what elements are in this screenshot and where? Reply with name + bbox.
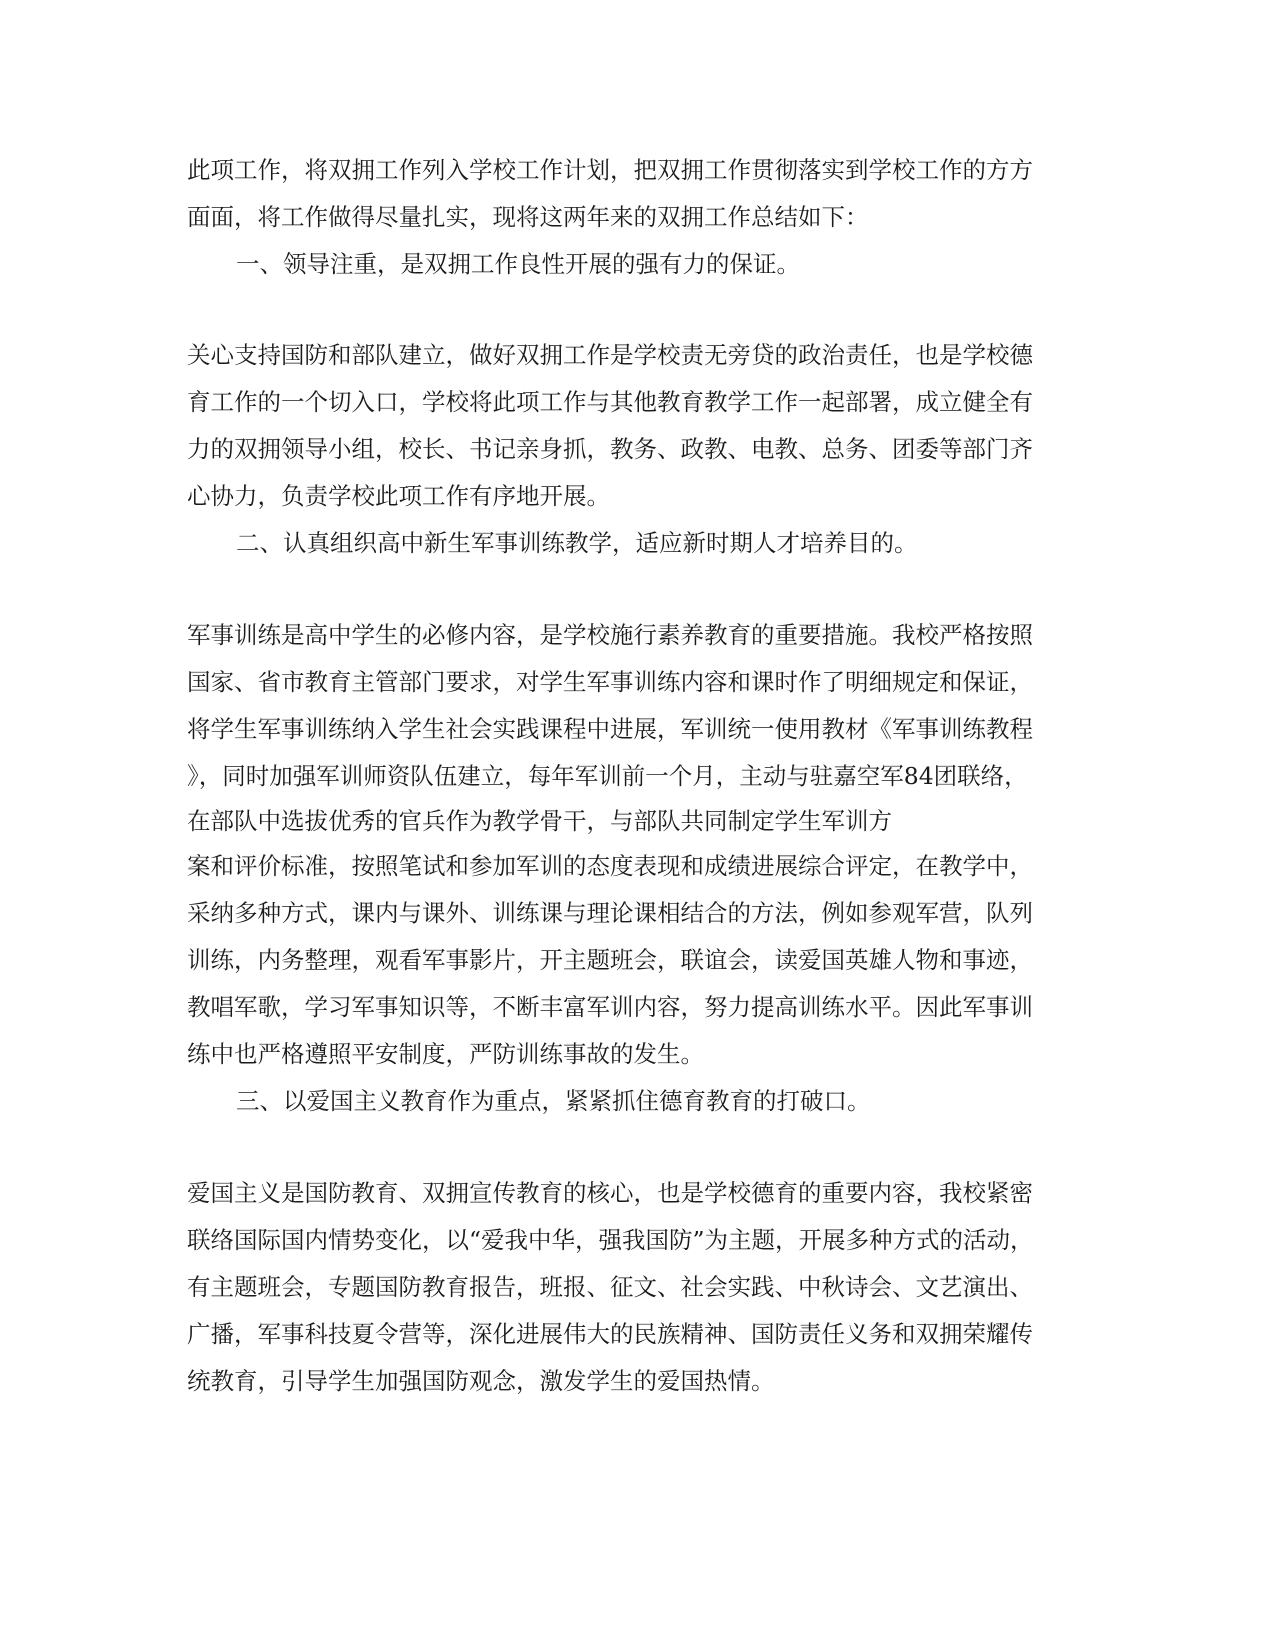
text-line: 案和评价标准，按照笔试和参加军训的态度表现和成绩进展综合评定，在教学中， xyxy=(187,852,1033,880)
text-line: 将学生军事训练纳入学生社会实践课程中进展，军训统一使用教材《军事训练教程 xyxy=(187,715,1033,743)
text-line: 练中也严格遵照平安制度，严防训练事故的发生。 xyxy=(187,1040,704,1068)
text-line: 训练，内务整理，观看军事影片，开主题班会，联谊会，读爱国英雄人物和事迹， xyxy=(187,946,1033,974)
text-line: 》，同时加强军训师资队伍建立，每年军训前一个月，主动与驻嘉空军84团联络， xyxy=(187,762,1028,790)
text-line: 教唱军歌，学习军事知识等，不断丰富军训内容，努力提高训练水平。因此军事训 xyxy=(187,993,1033,1021)
text-line: 国家、省市教育主管部门要求，对学生军事训练内容和课时作了明细规定和保证， xyxy=(187,668,1033,696)
text-line: 爱国主义是国防教育、双拥宣传教育的核心，也是学校德育的重要内容，我校紧密 xyxy=(187,1179,1033,1207)
text-line: 有主题班会，专题国防教育报告，班报、征文、社会实践、中秋诗会、文艺演出、 xyxy=(187,1273,1033,1301)
text-line: 军事训练是高中学生的必修内容，是学校施行素养教育的重要措施。我校严格按照 xyxy=(187,621,1033,649)
text-line: 采纳多种方式，课内与课外、训练课与理论课相结合的方法，例如参观军营，队列 xyxy=(187,899,1033,927)
text-line: 统教育，引导学生加强国防观念，激发学生的爱国热情。 xyxy=(187,1367,775,1395)
section-heading-2: 二、认真组织高中新生军事训练教学，适应新时期人才培养目的。 xyxy=(236,529,918,557)
text-line: 心协力，负责学校此项工作有序地开展。 xyxy=(187,482,610,510)
text-line: 关心支持国防和部队建立，做好双拥工作是学校责无旁贷的政治责任，也是学校德 xyxy=(187,341,1033,369)
text-line: 育工作的一个切入口，学校将此项工作与其他教育教学工作一起部署，成立健全有 xyxy=(187,388,1033,416)
text-line: 在部队中选拔优秀的官兵作为教学骨干，与部队共同制定学生军训方 xyxy=(187,807,892,835)
text-line: 广播，军事科技夏令营等，深化进展伟大的民族精神、国防责任义务和双拥荣耀传 xyxy=(187,1320,1033,1348)
text-line: 联络国际国内情势变化，以“爱我中华，强我国防”为主题，开展多种方式的活动， xyxy=(187,1226,1034,1254)
text-line: 力的双拥领导小组，校长、书记亲身抓，教务、政教、电教、总务、团委等部门齐 xyxy=(187,435,1033,463)
text-line: 面面，将工作做得尽量扎实，现将这两年来的双拥工作总结如下： xyxy=(187,203,869,231)
section-heading-3: 三、以爱国主义教育作为重点，紧紧抓住德育教育的打破口。 xyxy=(236,1087,871,1115)
section-heading-1: 一、领导注重，是双拥工作良性开展的强有力的保证。 xyxy=(236,250,800,278)
text-line: 此项工作，将双拥工作列入学校工作计划，把双拥工作贯彻落实到学校工作的方方 xyxy=(187,156,1033,184)
